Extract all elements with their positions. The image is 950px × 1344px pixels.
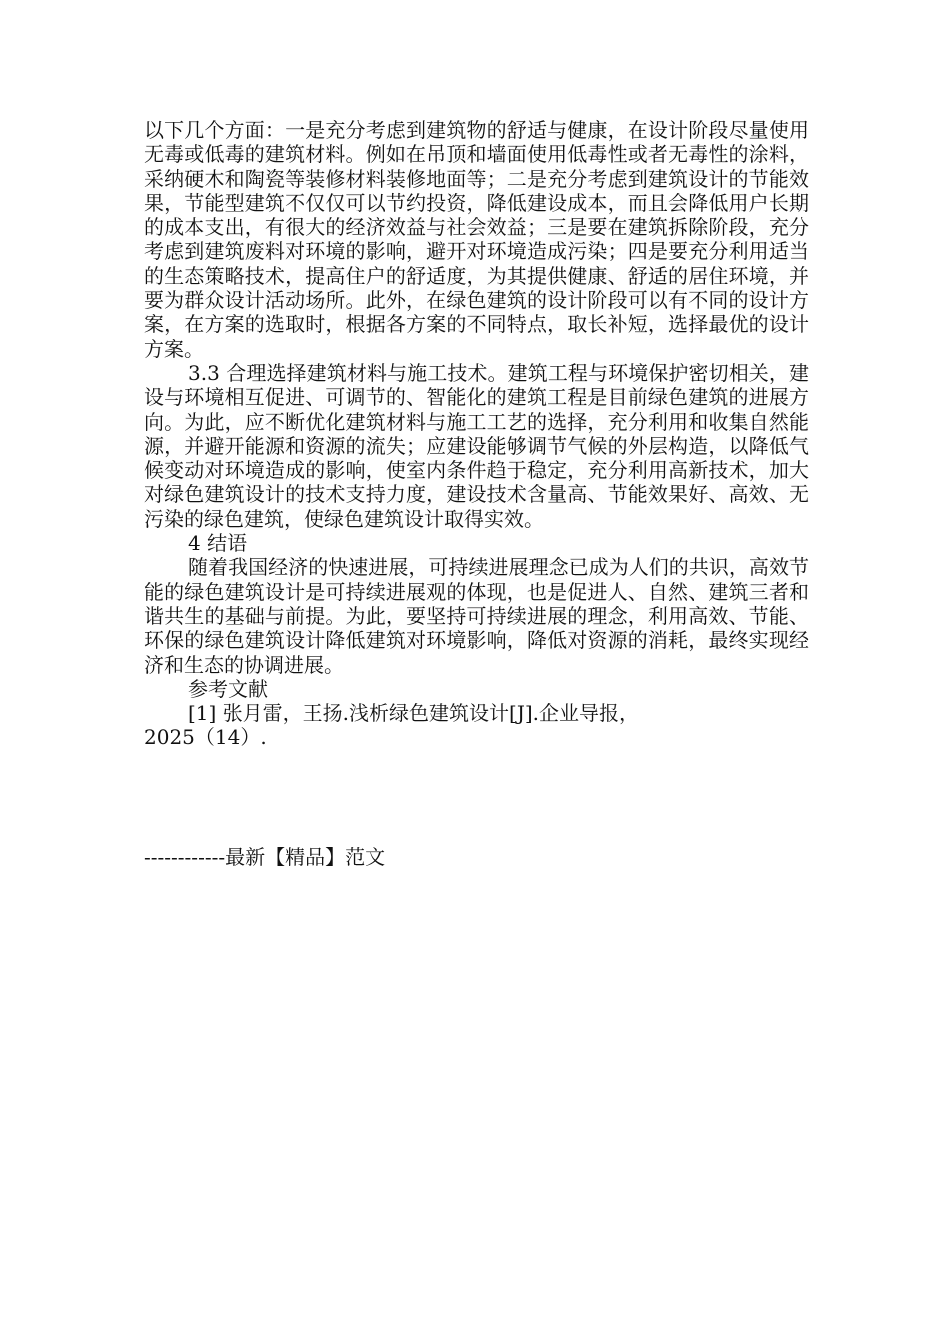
document-body [144, 118, 809, 750]
reference-item-1-continuation: 2025（14）. [144, 725, 267, 750]
references-heading: 参考文献 [188, 676, 268, 701]
paragraph-design-aspects: 以下几个方面：一是充分考虑到建筑物的舒适与健康，在设计阶段尽量使用无毒或低毒的建筑材料。例如在吊顶和墙面使用低毒性或者无毒性的涂料，采纳硬木和陶瓷等装修材料装修地面等；二是充分考虑到建筑设计的节能效果，节能型建筑不仅仅可以节约投资，降低建设成本，而且会降低用户长期的成本支出，有很大的经济效益与社会效益；三是要在建筑拆除阶段，充分考虑到建筑废料对环境的影响，避开对环境造成污染；四是要充分利用适当的生态策略技术，提高住户的舒适度，为其提供健康、舒适的居住环境，并要为群众设计活动场所。此外，在绿色建筑的设计阶段可以有不同的设计方案，在方案的选取时，根据各方案的不同特点，取长补短，选择最优的设计方案。 [144, 118, 809, 361]
paragraph-conclusion: 随着我国经济的快速进展，可持续进展理念已成为人们的共识，高效节能的绿色建筑设计是可持续进展观的体现，也是促进人、自然、建筑三者和谐共生的基础与前提。为此，要坚持可持续进展的理念，利用高效、节能、环保的绿色建筑设计降低建筑对环境影响，降低对资源的消耗，最终实现经济和生态的协调进展。 [144, 555, 809, 677]
paragraph-section-3-3: 3.3 合理选择建筑材料与施工技术。建筑工程与环境保护密切相关，建设与环境相互促进、可调节的、智能化的建筑工程是目前绿色建筑的进展方向。为此，应不断优化建筑材料与施工工艺的选择，充分利用和收集自然能源，并避开能源和资源的流失；应建设能够调节气候的外层构造，以降低气候变动对环境造成的影响，使室内条件趋于稳定，充分利用高新技术，加大对绿色建筑设计的技术支持力度，建设技术含量高、节能效果好、高效、无污染的绿色建筑，使绿色建筑设计取得实效。 [144, 360, 809, 531]
footer-tagline: ------------最新【精品】范文 [144, 845, 386, 869]
reference-item-1: [1] 张月雷，王扬.浅析绿色建筑设计[J].企业导报， [188, 701, 640, 726]
section-heading-conclusion: 4 结语 [188, 531, 248, 556]
